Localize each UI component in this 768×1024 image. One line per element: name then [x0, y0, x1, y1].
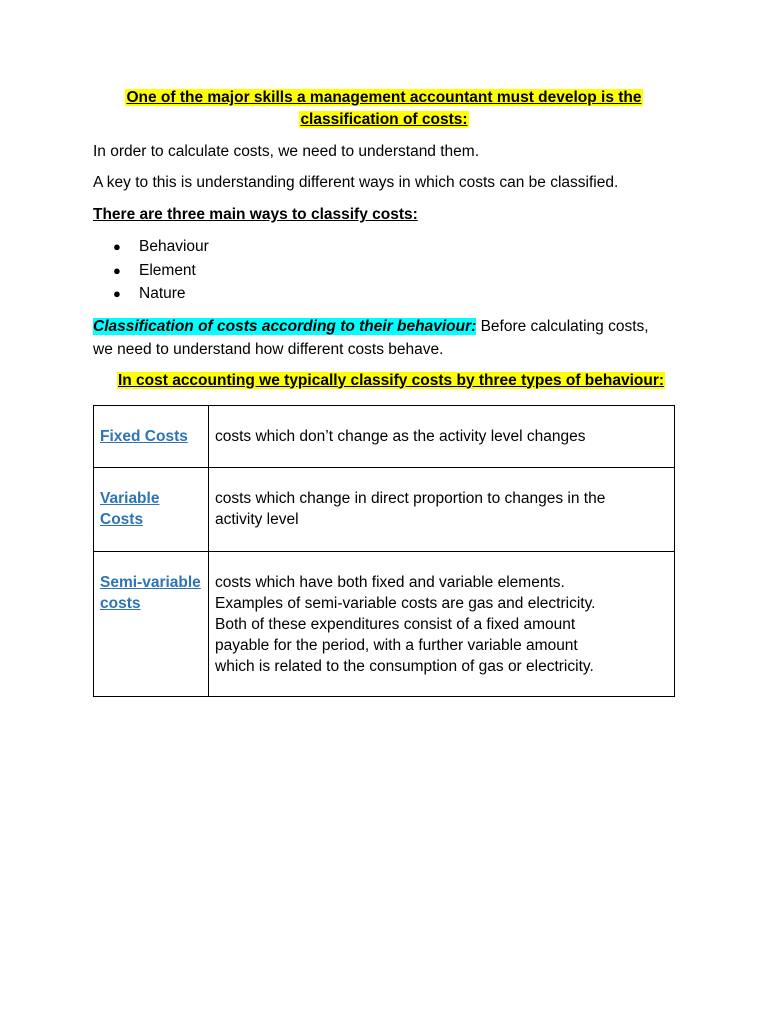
variable-costs-link[interactable]: Variable Costs [100, 490, 160, 528]
semi-variable-costs-link[interactable] [100, 574, 201, 612]
intro-paragraph-1: In order to calculate costs, we need to understand them. [93, 143, 480, 160]
table-row [94, 406, 675, 468]
document-page [93, 87, 675, 675]
heading-line-1: One of the major skills a management accountant must develop is the [126, 89, 642, 106]
bullet-icon: ● [113, 262, 121, 278]
table-heading [93, 370, 675, 391]
intro-paragraph-2: A key to this is understanding different ways in which costs can be classified. [93, 174, 619, 191]
list-item-label: Element [139, 261, 196, 279]
list-item-label: Nature [139, 285, 186, 302]
cost-name-cell [94, 406, 209, 468]
fixed-costs-description: costs which don’t change as the activity level changes [215, 428, 586, 445]
table-row [94, 552, 675, 697]
heading-line-2: classification of costs: [300, 111, 468, 128]
cost-name-cell [94, 468, 209, 552]
fixed-costs-link[interactable]: Fixed Costs [100, 428, 188, 445]
behaviour-text-1: Before calculating costs, [476, 317, 649, 335]
list-item [93, 282, 675, 306]
cost-classification-table [93, 405, 675, 697]
behaviour-text-2: we need to understand how different costs behave. [93, 340, 444, 358]
semi-variable-name-line-1: Semi-variable [100, 574, 201, 591]
semi-variable-description-line-1: costs which have both fixed and variable elements. [215, 574, 565, 591]
bullet-icon: ● [113, 239, 121, 254]
cost-description-cell [209, 552, 675, 697]
behaviour-lead: Classification of costs according to their behaviour: [93, 317, 477, 335]
cost-description-cell [209, 468, 675, 552]
list-item [93, 259, 675, 283]
cost-description-cell [209, 406, 675, 468]
variable-costs-description-line-2: activity level [215, 511, 299, 528]
ways-heading: There are three main ways to classify costs: [93, 206, 418, 223]
semi-variable-description-line-4: payable for the period, with a further variable amount [215, 637, 578, 654]
table-row [94, 468, 675, 552]
table-heading-text: In cost accounting we typically classify costs by three types of behaviour: [117, 371, 665, 389]
document-heading [93, 87, 675, 131]
variable-costs-description-line-1: costs which change in direct proportion to changes in the [215, 490, 606, 507]
list-item-label: Behaviour [139, 238, 209, 255]
behaviour-paragraph [93, 315, 675, 361]
ways-list [93, 235, 675, 306]
semi-variable-description-line-2: Examples of semi-variable costs are gas and electricity. [215, 595, 596, 612]
bullet-icon: ● [113, 286, 121, 301]
semi-variable-description-line-3: Both of these expenditures consist of a fixed amount [215, 616, 576, 633]
list-item [93, 235, 675, 259]
cost-name-cell [94, 552, 209, 697]
semi-variable-name-line-2: costs [100, 595, 141, 612]
semi-variable-description-line-5: which is related to the consumption of gas or electricity. [215, 658, 594, 675]
